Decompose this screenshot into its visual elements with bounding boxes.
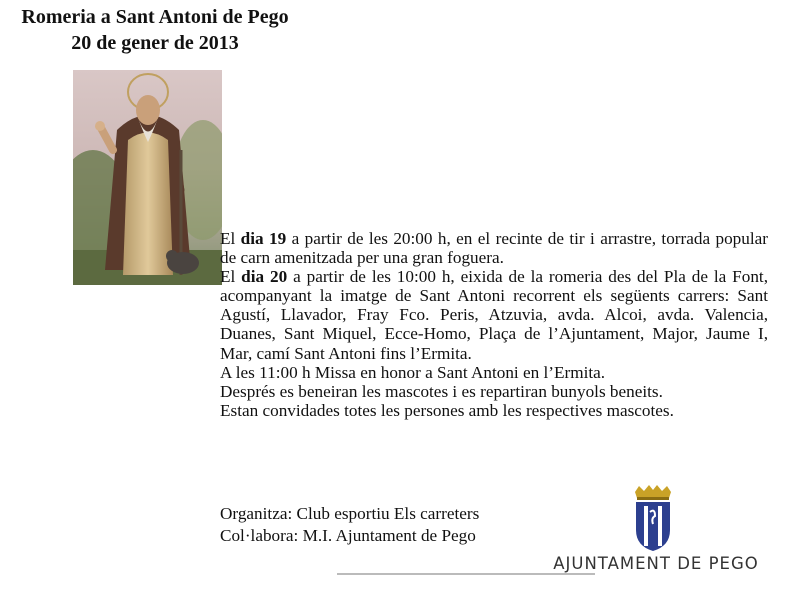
paragraph-day-20: El dia 20 a partir de les 10:00 h, eixida de la romeria des del Pla de la Font, acompanyant la imatge de Sant Antoni recorrent els següents carrers: Sant Agustí, Llavador, Fray Fco. Peris, Atzuvia, avda. Alcoi, avda. Valencia, Duanes, Sant Miquel, Ecce-Homo, Plaça de l’Ajuntament, Major, Jaume I, Mar, camí Sant Antoni fins l’Ermita.	[220, 267, 768, 363]
day-20-label: dia 20	[241, 267, 288, 287]
ajuntament-logo	[546, 484, 766, 574]
title: Romeria a Sant Antoni de Pego	[21, 6, 289, 28]
credits	[220, 503, 560, 547]
saint-antoni-statue-photo	[73, 70, 222, 285]
logo-text: AJUNTAMENT DE PEGO	[553, 554, 759, 573]
coat-of-arms-icon	[631, 484, 675, 552]
organizer: Organitza: Club esportiu Els carreters	[220, 504, 480, 523]
footer-rule	[337, 573, 595, 575]
paragraph-day-19: El dia 19 a partir de les 20:00 h, en el recinte de tir i arrastre, torrada popular de carn amenitzada per una gran foguera.	[220, 229, 768, 268]
event-description	[220, 229, 768, 420]
paragraph-blessing: Després es beneiran les mascotes i es repartiran bunyols beneits.	[220, 381, 663, 401]
collaborator: Col·labora: M.I. Ajuntament de Pego	[220, 526, 476, 545]
event-date: 20 de gener de 2013	[71, 32, 239, 54]
day-19-label: dia 19	[240, 229, 287, 248]
paragraph-mass: A les 11:00 h Missa en honor a Sant Antoni en l’Ermita.	[220, 362, 606, 382]
paragraph-invitation: Estan convidades totes les persones amb les respectives mascotes.	[220, 400, 674, 420]
